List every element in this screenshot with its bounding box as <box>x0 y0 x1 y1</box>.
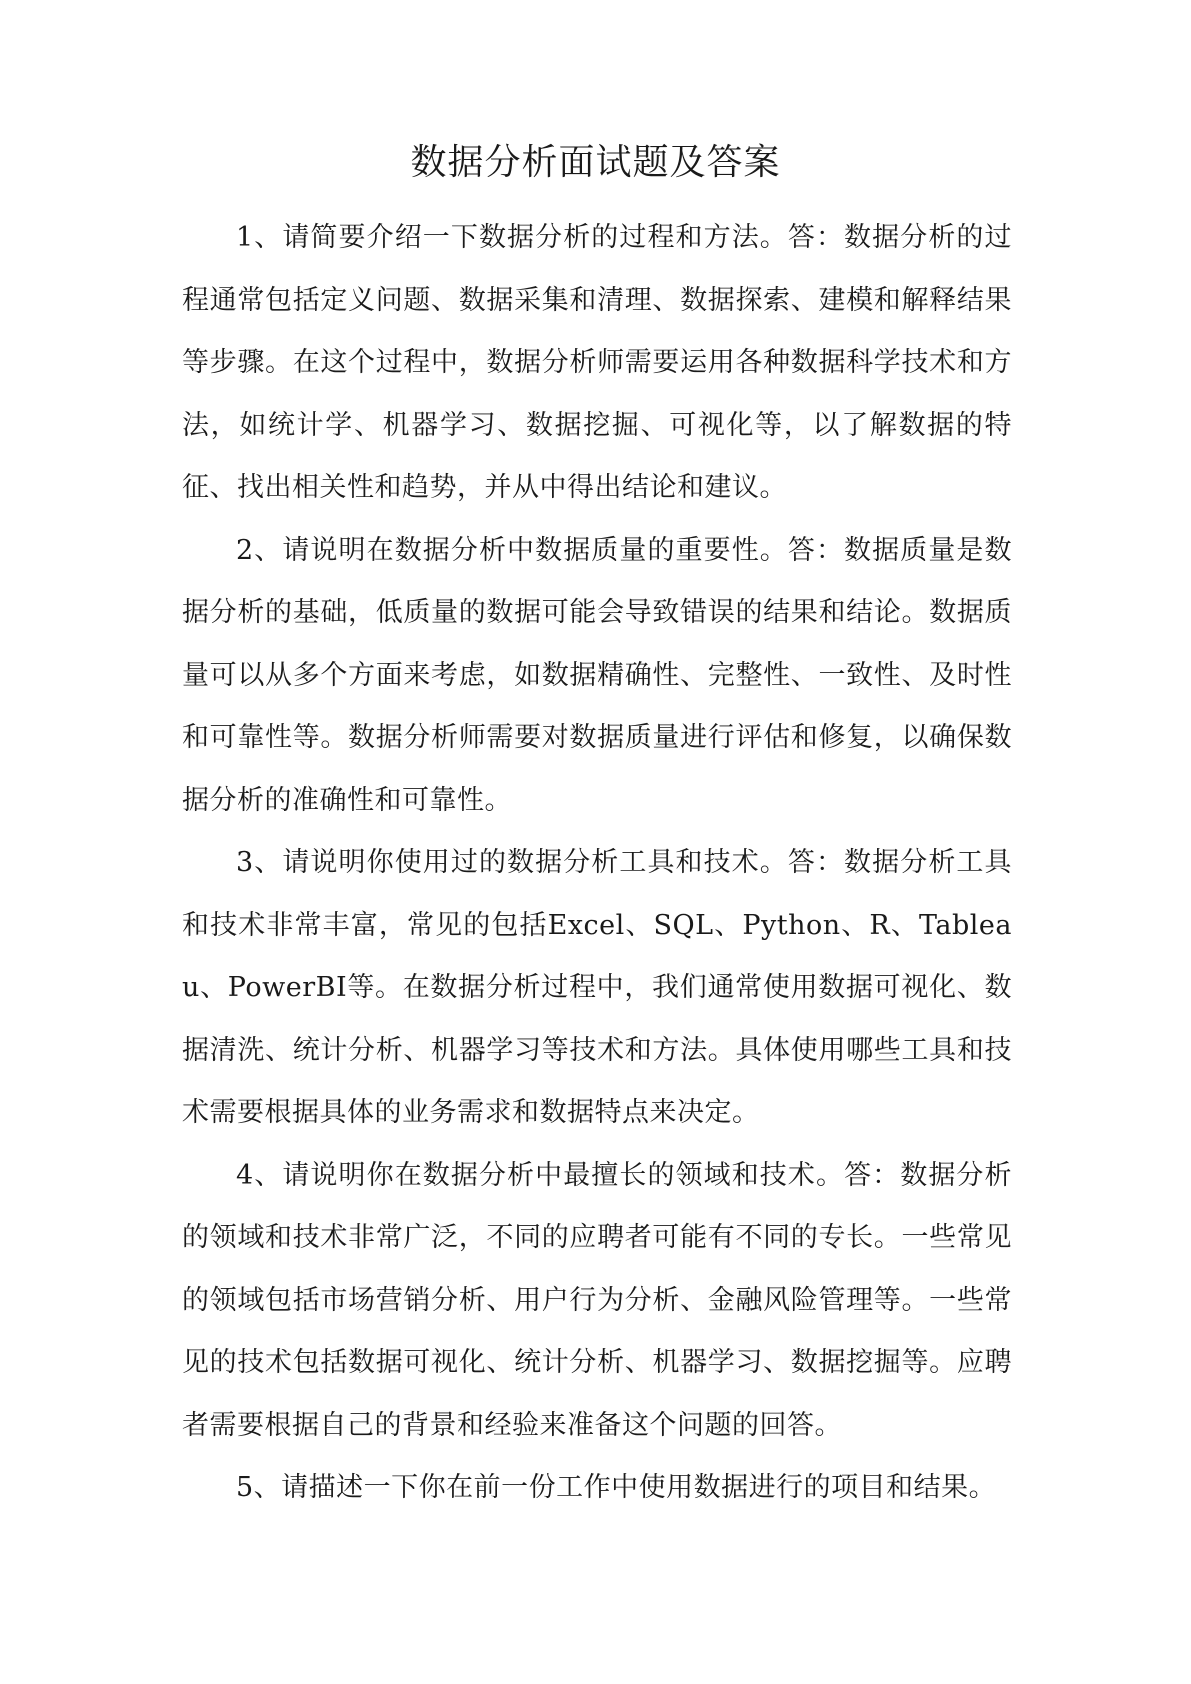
document-title: 数据分析面试题及答案 <box>410 142 781 183</box>
qa-item-4 <box>182 1145 1012 1458</box>
answer-3: 答：数据分析工具和技术非常丰富，常见的包括Excel、SQL、Python、R、Tableau、PowerBI等。在数据分析过程中，我们通常使用数据可视化、数据清洗、统计分析、机器学习等技术和方法。具体使用哪些工具和技术需要根据具体的业务需求和数据特点来决定。 <box>182 847 1012 1128</box>
answer-2: 答：数据质量是数据分析的基础，低质量的数据可能会导致错误的结果和结论。数据质量可以从多个方面来考虑，如数据精确性、完整性、一致性、及时性和可靠性等。数据分析师需要对数据质量进行评估和修复，以确保数据分析的准确性和可靠性。 <box>182 534 1012 816</box>
question-3: 3、请说明你使用过的数据分析工具和技术。 <box>236 847 788 878</box>
document-body <box>182 207 1012 1520</box>
qa-item-2 <box>182 520 1012 833</box>
qa-item-3 <box>182 832 1012 1145</box>
answer-1: 答：数据分析的过程通常包括定义问题、数据采集和清理、数据探索、建模和解释结果等步骤。在这个过程中，数据分析师需要运用各种数据科学技术和方法，如统计学、机器学习、数据挖掘、可视化等，以了解数据的特征、找出相关性和趋势，并从中得出结论和建议。 <box>182 222 1012 503</box>
question-4: 4、请说明你在数据分析中最擅长的领域和技术。 <box>236 1159 845 1191</box>
qa-item-1 <box>182 207 1012 520</box>
question-5: 5、请描述一下你在前一份工作中使用数据进行的项目和结果。 <box>236 1472 997 1503</box>
question-2: 2、请说明在数据分析中数据质量的重要性。 <box>236 534 788 566</box>
answer-4: 答：数据分析的领域和技术非常广泛，不同的应聘者可能有不同的专长。一些常见的领域包括市场营销分析、用户行为分析、金融风险管理等。一些常见的技术包括数据可视化、统计分析、机器学习、数据挖掘等。应聘者需要根据自己的背景和经验来准备这个问题的回答。 <box>182 1159 1012 1441</box>
qa-item-5 <box>182 1457 1012 1520</box>
question-1: 1、请简要介绍一下数据分析的过程和方法。 <box>236 222 788 253</box>
